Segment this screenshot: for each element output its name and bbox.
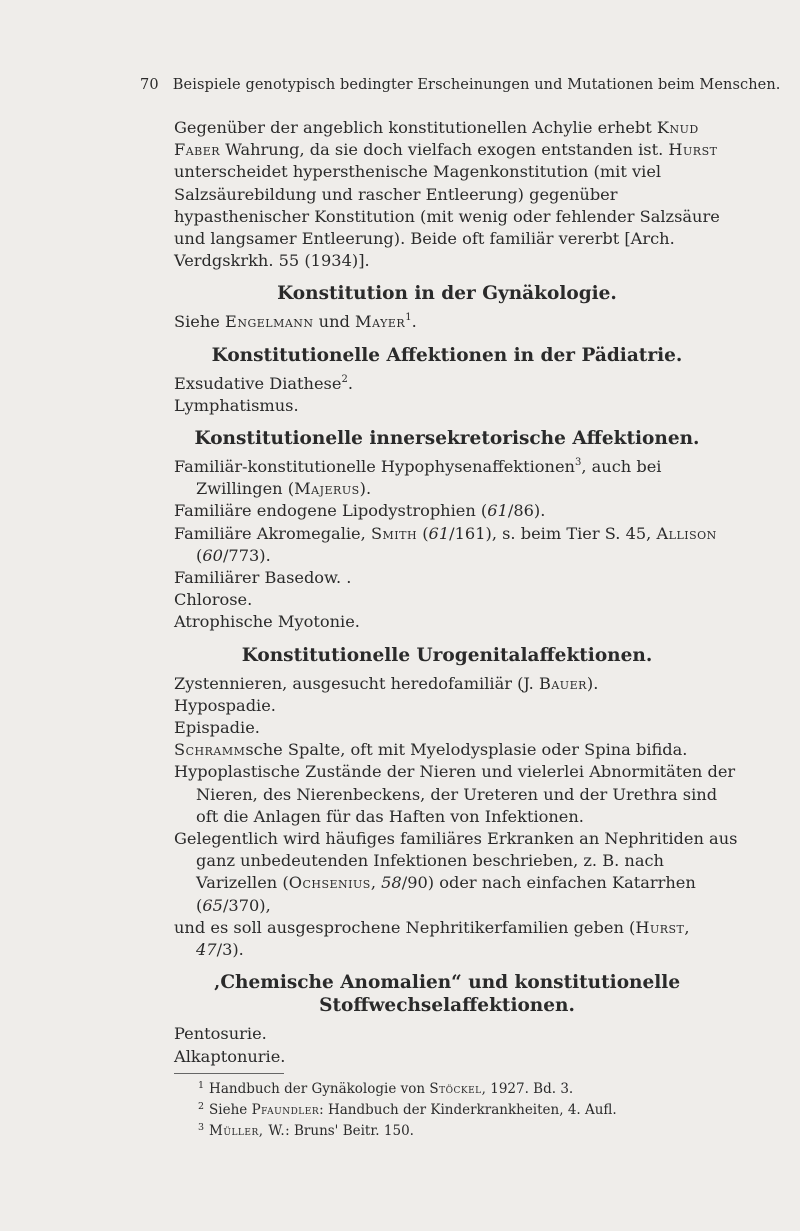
section-heading-urogenital: Konstitutionelle Urogenitalaffektionen. (241, 644, 653, 666)
footnote: $^2$ Siehe Pfaundler: Handbuch der Kinderkrankheiten, 4. Aufl. (198, 1100, 617, 1118)
footnote-divider (174, 1073, 284, 1074)
list-item: Hypoplastische Zustände der Nieren und vielerlei Abnormitäten der Nieren, des Nierenbeckens, der Ureteren und der Urethra sind oft die Anlagen für das Haften von Infektionen. (174, 762, 736, 826)
body-text (174, 117, 740, 1140)
footnotes (174, 1077, 740, 1140)
running-title: Beispiele genotypisch bedingter Erscheinungen und Mutationen beim Menschen. (172, 77, 781, 93)
running-header (140, 77, 780, 93)
list-item: Schrammsche Spalte, oft mit Myelodysplasie oder Spina bifida. (174, 740, 688, 760)
list-item: Exsudative Diathese$^2$. (174, 373, 353, 393)
list-item: Familiär-konstitutionelle Hypophysenaffektionen$^3$, auch bei Zwillingen (Majerus). (174, 457, 662, 499)
intro-paragraph: Gegenüber der angeblich konstitutionellen Achylie erhebt Knud Faber Wahrung, da sie doch vielfach exogen entstanden ist. Hurst unterscheidet hypersthenische Magenkonstitution (mit viel Salzsäurebildung und rascher Entleerung) gegenüber hypasthenischer Konstitution (mit wenig oder fehlender Salzsäure und langsamer Entleerung). Beide oft familiär vererbt [Arch. Verdgskrkh. 55 (1934)]. (174, 118, 720, 271)
list-item: Familiäre Akromegalie, Smith (61/161), s. beim Tier S. 45, Allison (60/773). (174, 523, 717, 565)
section-heading-paediatrics: Konstitutionelle Affektionen in der Pädiatrie. (211, 344, 683, 366)
footnote-ref: 1 (405, 312, 412, 324)
list-item: Atrophische Myotonie. (174, 612, 360, 632)
list-item: Familiärer Basedow. . (174, 568, 352, 588)
list-item: Epispadie. (174, 718, 260, 738)
footnote: $^3$ Müller, W.: Bruns' Beitr. 150. (198, 1121, 414, 1139)
list-item: Hypospadie. (174, 695, 276, 715)
page-number: 70 (140, 77, 159, 93)
section-heading-gynaecology: Konstitution in der Gynäkologie. (277, 283, 617, 305)
footnote-ref: 3 (574, 457, 582, 469)
list-item: Gelegentlich wird häufiges familiäres Erkranken an Nephritiden aus ganz unbedeutenden Infektionen beschrieben, z. B. nach Varizellen (Ochsenius, 58/90) oder nach einfachen Katarrhen (65/370), (174, 829, 738, 915)
section-heading-endocrine: Konstitutionelle innersekretorische Affektionen. (194, 428, 700, 450)
author-name: Knud Faber (174, 118, 699, 160)
author-name: Hurst (668, 140, 718, 160)
footnote-ref: 2 (341, 373, 348, 385)
list-item: Chlorose. (174, 590, 253, 610)
section-heading-metabolic: ‚Chemische Anomalien“ und konstitutionelle Stoffwechselaffektionen. (213, 972, 681, 1017)
list-item: Siehe Engelmann und Mayer$^1$. (174, 312, 417, 332)
list-item: und es soll ausgesprochene Nephritikerfamilien geben (Hurst, 47/3). (174, 917, 690, 960)
list-item: Alkaptonurie. (174, 1046, 286, 1066)
list-item: Familiäre endogene Lipodystrophien (61/86). (174, 501, 546, 521)
list-item: Pentosurie. (174, 1024, 267, 1044)
list-item: Zystennieren, ausgesucht heredofamiliär (J. Bauer). (174, 673, 599, 693)
list-item: Lymphatismus. (174, 395, 299, 415)
footnote: $^1$ Handbuch der Gynäkologie von Stöckel, 1927. Bd. 3. (198, 1079, 574, 1097)
